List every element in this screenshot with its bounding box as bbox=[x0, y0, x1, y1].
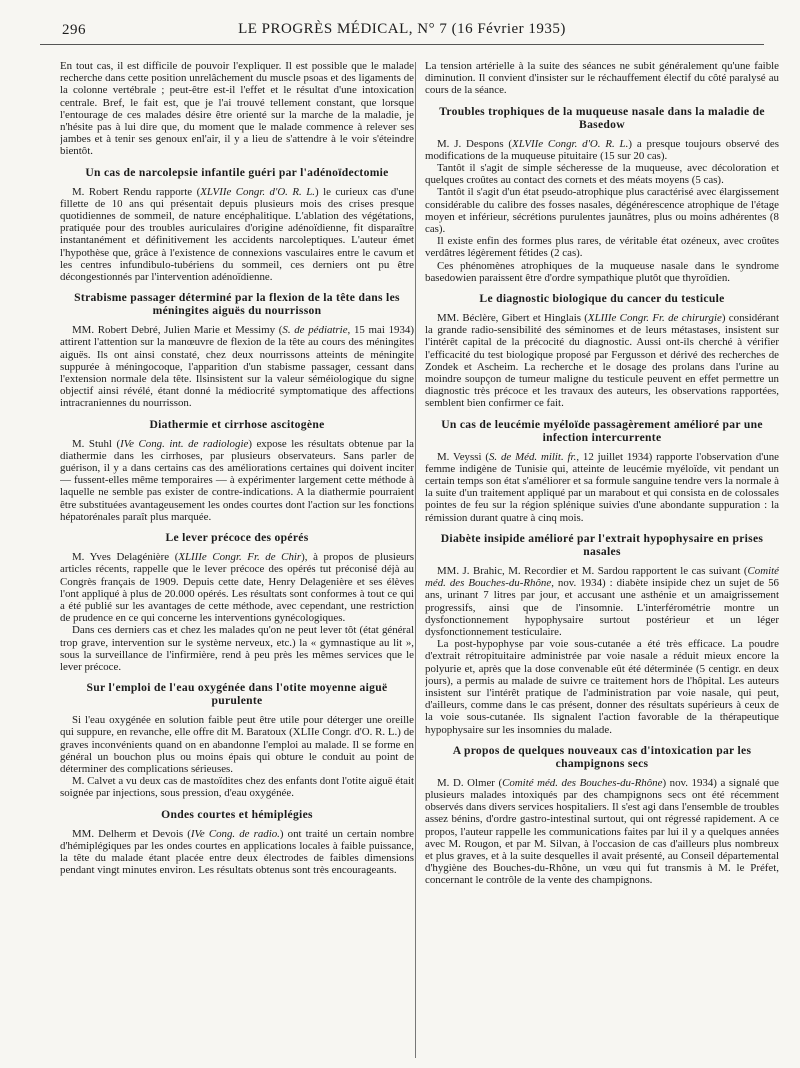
section-heading: Diathermie et cirrhose ascitogène bbox=[149, 417, 325, 431]
paragraph bbox=[425, 565, 779, 638]
citation: IVe Cong. de radio. bbox=[190, 827, 280, 840]
citation: XLVIIe Congr. d'O. R. L. bbox=[200, 185, 315, 198]
paragraph bbox=[425, 777, 779, 887]
citation: S. de pédiatrie bbox=[282, 324, 348, 337]
paragraph-text: M. D. Olmer ( bbox=[437, 776, 503, 789]
section-heading: Le diagnostic biologique du cancer du testicule bbox=[479, 292, 725, 306]
paragraph: Tantôt il s'agit de simple sécheresse de la muqueuse, avec décoloration et quelques croûtes au contact des cornets et des méats moyens (5 cas). bbox=[425, 162, 779, 187]
paragraph bbox=[60, 438, 414, 523]
right-column bbox=[425, 60, 779, 1060]
paragraph: Ces phénomènes atrophiques de la muqueuse nasale dans le syndrome basedowien paraissent être d'ordre sympathique plutôt que thyroïdien. bbox=[425, 259, 779, 284]
citation: S. de Méd. milit. fr. bbox=[488, 450, 577, 463]
paragraph-text: MM. Delherm et Devois ( bbox=[72, 827, 191, 840]
section-heading: Diabète insipide amélioré par l'extrait hypophysaire en prises nasales bbox=[440, 531, 764, 558]
paragraph-text: ) nov. 1934) a signalé que plusieurs malades intoxiqués par des champignons secs ont été récemment observés dans divers services hospitaliers. Il s'est agi dans l'ensemble de troubles assez bénins, d'ordre gastro-intestinal surtout, qui ont régressé rapidement. A ce propos, l'auteur rappelle les communications faites par lui il y a quelques années avec M. Rougon, et par M. Silvan, à l'occasion de cas d'ailleurs plus nombreux et plus graves, et à la suite desquelles il avait présenté, au Conseil départemental d'hygiène des Bouches-du-Rhône, un vœu qui fut transmis à M. le Préfet, concernant le contrôle de la vente des champignons. bbox=[425, 776, 779, 887]
citation: XLIIIe Congr. Fr. de Chir bbox=[178, 551, 302, 564]
paragraph: La post-hypophyse par voie sous-cutanée a été très efficace. La poudre d'extrait rétropituitaire administrée par voie nasale a réduit mieux encore la polyurie et, après que la dose convenable eût été déterminée (5 centigr. en deux jours), a permis au malade de suivre ce traitement hors de l'hôpital. Les auteurs insistent sur l'intérêt pratique de l'administration par voie nasale, qui peut, d'ailleurs, comme dans le cas présent, donner des résultats supérieurs à ceux de la voie sous-cutanée. Ils signalent l'action favorable de la thérapeutique hypophysaire sur les insomnies du malade. bbox=[425, 638, 779, 736]
paragraph-text: , 12 juillet 1934) rapporte l'observation d'une femme indigène de Tunisie qui, atteinte de leucémie myéloïde, vit pendant un certain temps son état s'améliorer et sa formule sanguine tendre vers la normale à la suite d'un traitement appliqué par un marabout et qui consista en de colossales pointes de feu sur la région splénique suivies d'une abondante suppuration : la rémission durant quatre à cinq mois. bbox=[425, 450, 779, 524]
citation: XLIIIe Congr. Fr. de chirurgie bbox=[587, 312, 722, 325]
paragraph-text: M. Veyssi ( bbox=[437, 450, 489, 463]
paragraph-text: M. Yves Delagénière ( bbox=[72, 551, 179, 564]
paragraph-text: MM. Robert Debré, Julien Marie et Messimy ( bbox=[72, 324, 283, 337]
citation: Comité méd. des Bouches-du-Rhône bbox=[425, 564, 779, 590]
section-heading: Troubles trophiques de la muqueuse nasale dans la maladie de Basedow bbox=[439, 104, 765, 131]
paragraph-text: MM. J. Brahic, M. Recordier et M. Sardou rapportent le cas suivant ( bbox=[437, 564, 748, 577]
paragraph-text: MM. Béclère, Gibert et Hinglais ( bbox=[437, 312, 588, 325]
paragraph bbox=[60, 324, 414, 409]
paragraph: M. Calvet a vu deux cas de mastoïdites chez des enfants dont l'otite aiguë était soignée par injections, sous pression, d'eau oxygénée. bbox=[60, 775, 414, 800]
column-divider bbox=[415, 62, 416, 1058]
paragraph: Dans ces derniers cas et chez les malades qu'on ne peut lever tôt (état général trop grave, intervention sur le système nerveux, etc.) la « gymnastique au lit », sous la surveillance de l'infirmière, rend à peu près les mêmes services que le lever précoce. bbox=[60, 624, 414, 673]
section-heading: Sur l'emploi de l'eau oxygénée dans l'otite moyenne aiguë purulente bbox=[86, 681, 388, 708]
paragraph-text: ), à propos de plusieurs articles récents, rappelle que le lever précoce des opérés tut préconisé déjà au Congrès français de 1909. Depuis cette date, Henry Delagenière et ses élèves l'ont appliqué à plus de 20.000 opérés. Les résultats sont conformes à tout ce qui a été publié sur les avantages de cette méthode, avec cependant, une restriction de prudence en ce qui concerne les interventions gynécologiques. bbox=[60, 551, 414, 625]
paragraph-text: ) a presque toujours observé des modifications de la muqueuse pituitaire (15 sur 20 cas). bbox=[425, 137, 779, 162]
paragraph: En tout cas, il est difficile de pouvoir l'expliquer. Il est possible que le malade recherche dans cette position unrelâchement du muscle psoas et des ligaments de la colonne vertébrale ; peut-être est-il l'effet et le résultat d'une intoxication centrale. Bref, le fait est, que je l'ai trouvé tellement constant, que lorsque l'entourage de ces malades désire être orienté sur la marche de la maladie, je n'hésite pas à lui dire que, du moment que le malade commence à relever ses jambes et à tenir ses genoux enl'air, il y a lieu de s'attendre à le voir s'éteindre bientôt. bbox=[60, 60, 414, 158]
paragraph-text: ) ont traité un certain nombre d'hémiplégiques par les ondes courtes en applications locales à faible puissance, la tête du malade étant placée entre deux électrodes de faibles dimensions pendant vingt minutes environ. Les résultats obtenus sont très encourageants. bbox=[60, 827, 414, 877]
section-heading: Un cas de narcolepsie infantile guéri par l'adénoïdectomie bbox=[85, 165, 389, 179]
paragraph bbox=[425, 138, 779, 162]
paragraph bbox=[60, 828, 414, 877]
citation: IVe Cong. int. de radiologie bbox=[120, 437, 249, 450]
page-number: 296 bbox=[62, 22, 86, 38]
paragraph-text: ) expose les résultats obtenue par la diathermie dans les cirrhoses, par plusieurs observateurs. Sans parler de guérison, il y a dans certains cas des améliorations certaines qui doivent inciter — fussent-elles même temporaires — à expérimenter largement cette méthode à laquelle ne semble pas exister de contre-indications. A la diathermie pourraient être substituées avantageusement les ondes courtes dont l'action sur les fonctions hépatorénales paraît plus marquée. bbox=[60, 437, 414, 523]
page-header bbox=[40, 18, 764, 45]
paragraph bbox=[425, 451, 779, 524]
paragraph: Si l'eau oxygénée en solution faible peut être utile pour déterger une oreille qui suppure, en revanche, elle offre dit M. Baratoux (XLIIe Congr. d'O. R. L.) de graves inconvénients quand on en abandonne l'emploi au malade. Il se forme en général un bouchon plus ou moins épais qui obture le conduit au point de déterminer des complications sérieuses. bbox=[60, 714, 414, 775]
section-heading: A propos de quelques nouveaux cas d'intoxication par les champignons secs bbox=[452, 743, 752, 770]
paragraph-text: ) le curieux cas d'une fillette de 10 ans qui présentait depuis plusieurs mois des crises presque quotidiennes de sommeil, de nature encéphalitique. L'ablation des végétations, pratiquée pour des troubles auriculaires d'origine adénoïdienne, fit disparaître instantanément et définitivement les accidents narcoleptiques. L'auteur émet l'hypothèse que, grâce à l'existence de connexions vasculaires entre le cavum et les centres infundibulo-tubériens du sommeil, ces derniers ont pu être décongestionnés par l'intervention adénoïdienne. bbox=[60, 185, 414, 284]
paragraph-text: M. Robert Rendu rapporte ( bbox=[72, 185, 201, 198]
section-heading: Un cas de leucémie myéloïde passagèrement amélioré par une infection intercurrente bbox=[441, 417, 763, 444]
citation: XLVIIe Congr. d'O. R. L. bbox=[512, 137, 629, 150]
section-heading: Le lever précoce des opérés bbox=[165, 531, 309, 545]
paragraph-text: M. J. Despons ( bbox=[437, 137, 513, 150]
paragraph bbox=[60, 551, 414, 624]
paragraph-text: ) considérant la grande radio-sensibilité des séminomes et de leurs métastases, insistent sur l'intérêt capital de la précocité du diagnostic. Aussi ont-ils cherché à vérifier l'efficacité du test biologique proposé par Fergusson et dérivé des recherches de Zondek et Ascheim. La recherche et le dosage des prolans dans l'urine au moindre soupçon de tumeur maligne du testicule peuvent en effet permettre un diagnostic très précoce et les travaux des auteurs, les observations rapportées, semblent bien confirmer ce fait. bbox=[425, 312, 779, 410]
citation: Comité méd. des Bouches-du-Rhône bbox=[502, 776, 663, 789]
paragraph-text: , nov. 1934) : diabète insipide chez un sujet de 56 ans, urinant 7 litres par jour, et accusant une asthénie et un amaigrissement progressifs, ainsi que de l'insomnie. L'interférométrie montre un dysfonctionnement hypophysaire surtout postérieur et un léger dysfonctionnement testiculaire. bbox=[425, 577, 779, 638]
paragraph bbox=[60, 186, 414, 284]
paragraph: Tantôt il s'agit d'un état pseudo-atrophique plus caractérisé avec élargissement considérable du calibre des fosses nasales, dégénérescence atrophique de l'étage moyen et inférieur, sécrétions purulentes jaunâtres, plus ou moins adhérentes (8 cas). bbox=[425, 186, 779, 236]
paragraph: Il existe enfin des formes plus rares, de véritable état ozéneux, avec croûtes verdâtres légèrement fétides (2 cas). bbox=[425, 235, 779, 260]
paragraph-text: , 15 mai 1934) attirent l'attention sur la manœuvre de flexion de la tête au cours des méningites aiguës. Ils ont ainsi constaté, chez deux nourrissons atteints de méningite suppurée à méningocoque, l'apparition d'un stabisme passager, cessant dans l'extension normale dela tête. Ilsinsistent sur la valeur séméiologique du signe objectif ainsi révélé, étant donné la médiocrité symptomatique des affections intracraniennes du nourrisson. bbox=[60, 324, 414, 410]
section-heading: Ondes courtes et hémiplégies bbox=[161, 807, 313, 821]
paragraph-text: M. Stuhl ( bbox=[72, 437, 121, 450]
journal-title: LE PROGRÈS MÉDICAL, N° 7 (16 Février 1935) bbox=[238, 21, 566, 37]
left-column bbox=[60, 60, 414, 1060]
paragraph: La tension artérielle à la suite des séances ne subit généralement qu'une faible diminution. Il convient d'insister sur le réchauffement électif du côté paralysé au cours de la séance. bbox=[425, 60, 779, 97]
section-heading: Strabisme passager déterminé par la flexion de la tête dans les méningites aiguës du nourrisson bbox=[74, 291, 400, 318]
paragraph bbox=[425, 312, 779, 410]
